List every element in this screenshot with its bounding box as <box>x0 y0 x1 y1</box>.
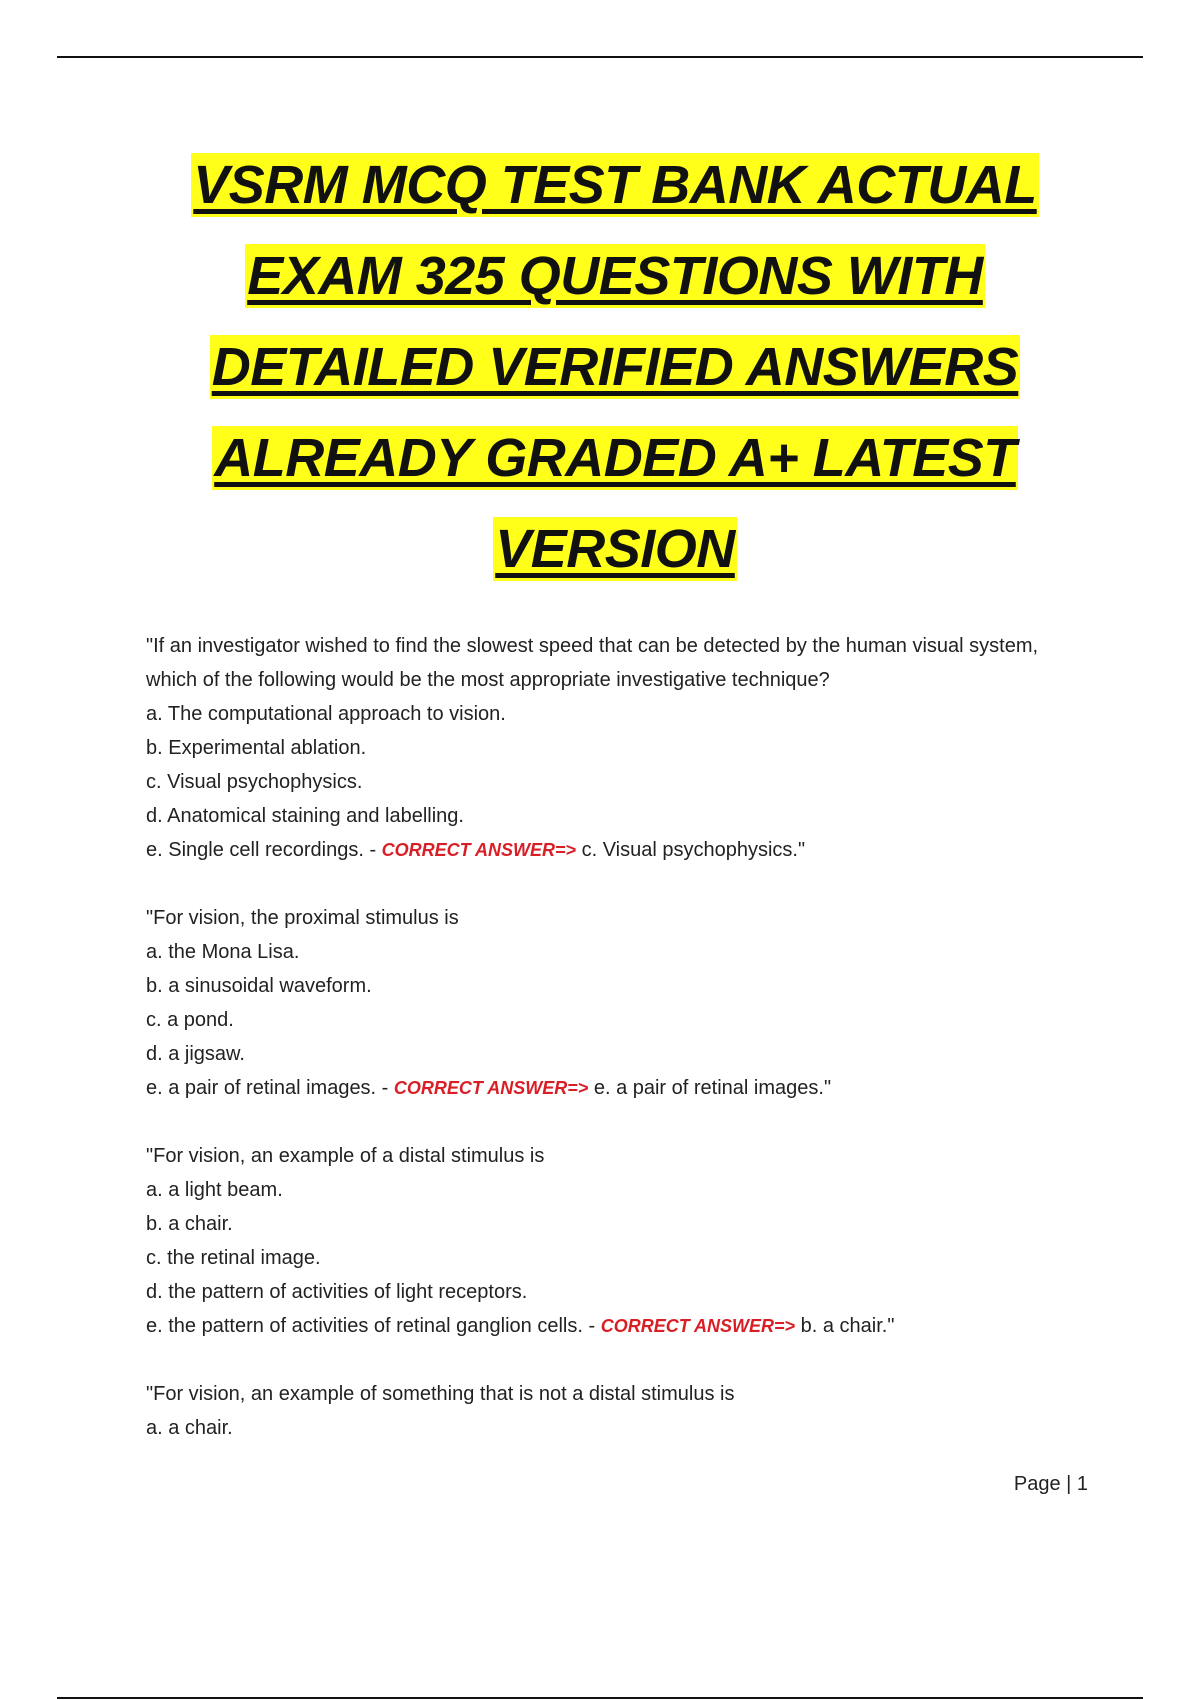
page-number: Page | 1 <box>1013 1473 1088 1495</box>
option-d: d. Anatomical staining and labelling. <box>146 805 464 827</box>
option-c: c. a pond. <box>146 1009 234 1031</box>
option-e-with-answer <box>146 1071 1086 1105</box>
option-e: e. Single cell recordings. - <box>146 839 377 861</box>
question-stem: "If an investigator wished to find the slowest speed that can be detected by the human visual system, which of the following would be the most appropriate investigative technique? <box>146 635 1039 691</box>
option-d: d. the pattern of activities of light receptors. <box>146 1281 528 1303</box>
option-e-with-answer <box>146 833 1086 867</box>
option-b: b. a chair. <box>146 1213 233 1235</box>
option-b: b. Experimental ablation. <box>146 737 367 759</box>
header-rule <box>57 56 1143 58</box>
option-b: b. a sinusoidal waveform. <box>146 975 372 997</box>
question-stem: "For vision, the proximal stimulus is <box>146 907 459 929</box>
option-d: d. a jigsaw. <box>146 1043 245 1065</box>
option-a: a. a light beam. <box>146 1179 283 1201</box>
correct-answer: b. a chair." <box>800 1315 895 1337</box>
option-a: a. a chair. <box>146 1417 233 1439</box>
title-highlight: VSRM MCQ TEST BANK ACTUAL EXAM 325 QUESTIONS WITH DETAILED VERIFIED ANSWERS ALREADY GRADED A+ LATEST VERSION <box>193 155 1037 579</box>
option-c: c. Visual psychophysics. <box>146 771 363 793</box>
option-a: a. The computational approach to vision. <box>146 703 506 725</box>
document-title <box>150 140 1080 595</box>
correct-answer-label: CORRECT ANSWER=> <box>381 840 577 860</box>
footer-rule <box>57 1697 1143 1699</box>
correct-answer-label: CORRECT ANSWER=> <box>393 1078 589 1098</box>
option-e: e. the pattern of activities of retinal ganglion cells. - <box>146 1315 596 1337</box>
option-a: a. the Mona Lisa. <box>146 941 300 963</box>
question-stem: "For vision, an example of a distal stimulus is <box>146 1145 545 1167</box>
question-list <box>146 629 1086 1479</box>
option-c: c. the retinal image. <box>146 1247 321 1269</box>
correct-answer: c. Visual psychophysics." <box>581 839 806 861</box>
question-stem: "For vision, an example of something that is not a distal stimulus is <box>146 1383 735 1405</box>
question-1 <box>146 629 1086 867</box>
question-3 <box>146 1139 1086 1343</box>
question-4 <box>146 1377 1086 1445</box>
correct-answer-label: CORRECT ANSWER=> <box>600 1316 796 1336</box>
option-e: e. a pair of retinal images. - <box>146 1077 389 1099</box>
correct-answer: e. a pair of retinal images." <box>593 1077 832 1099</box>
question-2 <box>146 901 1086 1105</box>
option-e-with-answer <box>146 1309 1086 1343</box>
